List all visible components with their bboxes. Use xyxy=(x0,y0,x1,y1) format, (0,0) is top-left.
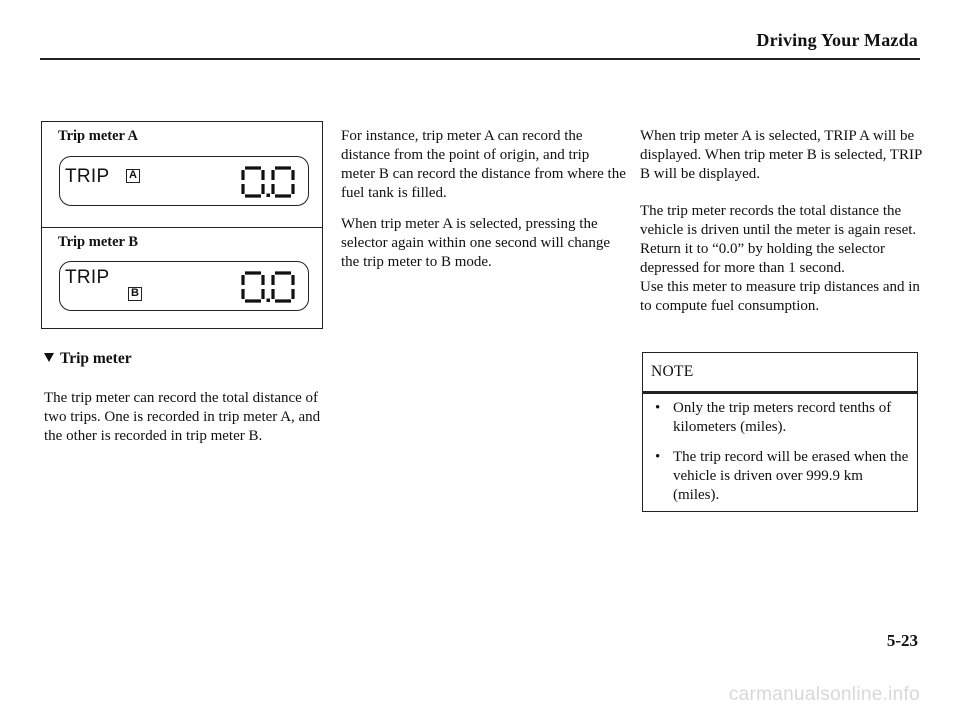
seven-segment-zero-zero-icon xyxy=(239,165,297,199)
note-title: NOTE xyxy=(651,363,694,380)
trip-meter-a-label: Trip meter A xyxy=(58,128,138,144)
page-header-title: Driving Your Mazda xyxy=(756,30,918,50)
right-paragraph-1: When trip meter A is selected, TRIP A will be displayed. When trip meter B is selected, TRIP B will be displayed. xyxy=(640,128,922,182)
trip-meter-intro-paragraph: The trip meter can record the total distance of two trips. One is recorded in trip meter A, and the other is recorded in trip meter B. xyxy=(44,390,321,444)
watermark: carmanualsonline.info xyxy=(728,684,920,705)
trip-meter-b-panel xyxy=(42,227,322,330)
note-item-text: The trip record will be erased when the vehicle is driven over 999.9 km (miles). xyxy=(673,449,909,503)
segment-reading-b xyxy=(239,270,297,304)
right-paragraph-2: The trip meter records the total distance the vehicle is driven until the meter is again reset. Return it to “0.0” by holding the selector depressed for more than 1 second. xyxy=(640,203,917,276)
mode-indicator-a: A xyxy=(126,169,140,183)
header-rule xyxy=(40,58,920,60)
mode-indicator-b: B xyxy=(128,287,142,301)
note-list xyxy=(643,399,917,516)
trip-word-a: TRIP xyxy=(65,166,110,187)
reading-a-text xyxy=(239,199,240,200)
trip-meter-figure xyxy=(41,121,323,329)
section-heading xyxy=(44,350,132,368)
note-box xyxy=(642,352,918,512)
middle-paragraph-1: For instance, trip meter A can record the distance from the point of origin, and trip meter B can record the distance from where the fuel tank is filled. xyxy=(341,128,626,201)
page-number: 5-23 xyxy=(886,631,918,650)
seven-segment-zero-zero-icon xyxy=(239,270,297,304)
trip-word-b: TRIP xyxy=(65,267,110,288)
trip-meter-a-display xyxy=(59,156,309,206)
down-triangle-icon xyxy=(44,353,54,362)
section-heading-text: Trip meter xyxy=(60,350,132,367)
trip-meter-b-display xyxy=(59,261,309,311)
note-rule xyxy=(643,391,917,394)
note-item-text: Only the trip meters record tenths of kilometers (miles). xyxy=(673,400,892,435)
trip-meter-b-label: Trip meter B xyxy=(58,234,138,250)
segment-reading-a xyxy=(239,165,297,199)
note-item xyxy=(643,399,917,437)
trip-meter-a-panel xyxy=(42,122,322,227)
bullet-icon: • xyxy=(655,400,661,416)
right-paragraph-2-block xyxy=(640,202,920,316)
middle-paragraph-2: When trip meter A is selected, pressing the selector again within one second will change the trip meter to B mode. xyxy=(341,216,611,270)
bullet-icon: • xyxy=(655,449,661,465)
reading-b-text xyxy=(239,304,240,305)
right-paragraph-3: Use this meter to measure trip distances and in to compute fuel consumption. xyxy=(640,279,920,314)
note-item xyxy=(643,448,917,505)
